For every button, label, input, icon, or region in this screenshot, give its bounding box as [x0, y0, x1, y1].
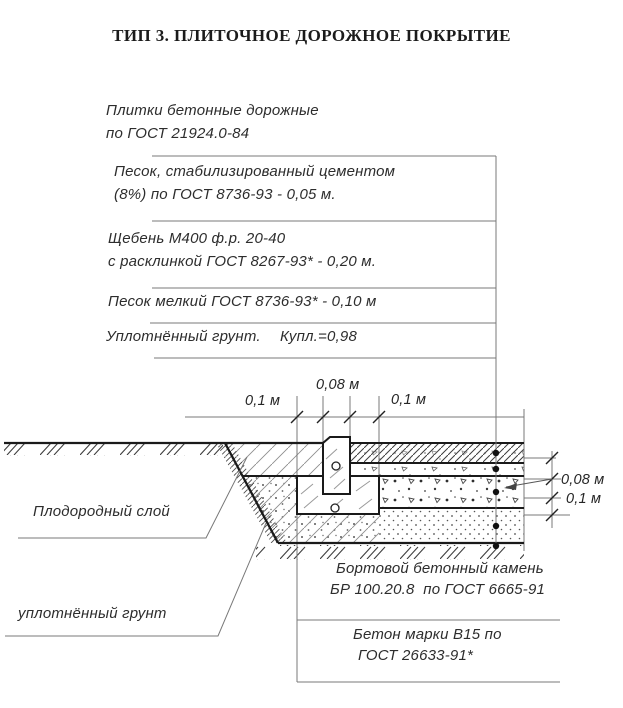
- callout-crushed-stone-line1: Щебень М400 ф.р. 20-40: [108, 230, 286, 247]
- dim-right-lower: 0,1 м: [566, 491, 602, 507]
- callout-sand-cement-line2: (8%) по ГОСТ 8736-93 - 0,05 м.: [114, 186, 336, 203]
- dim-top-middle: 0,08 м: [316, 377, 360, 393]
- callout-sand-cement-line1: Песок, стабилизированный цементом: [114, 163, 396, 180]
- label-compacted-ground: уплотнённый грунт: [18, 605, 167, 622]
- callout-concrete-line1: Бетон марки В15 по: [353, 626, 502, 643]
- callout-compacted-soil-label: Уплотнённый грунт.: [106, 328, 261, 345]
- page-title: ТИП 3. ПЛИТОЧНОЕ ДОРОЖНОЕ ПОКРЫТИЕ: [112, 26, 511, 45]
- crushed-stone-layer: [379, 476, 524, 508]
- curb-stone: [323, 437, 350, 494]
- callout-crushed-stone-line2: с расклинкой ГОСТ 8267-93* - 0,20 м.: [108, 253, 377, 270]
- dim-top-right: 0,1 м: [391, 392, 427, 408]
- label-fertile-layer: Плодородный слой: [33, 503, 170, 520]
- dim-top-left: 0,1 м: [245, 393, 281, 409]
- callout-curb-line2: БР 100.20.8 по ГОСТ 6665-91: [330, 581, 546, 598]
- callout-compacted-soil-value: Купл.=0,98: [280, 328, 358, 345]
- callout-curb-line1: Бортовой бетонный камень: [336, 560, 544, 577]
- dim-right-upper: 0,08 м: [561, 472, 605, 488]
- callout-tiles-line2: по ГОСТ 21924.0-84: [106, 125, 250, 142]
- callout-fine-sand: Песок мелкий ГОСТ 8736-93* - 0,10 м: [108, 293, 377, 310]
- curb-hole: [332, 462, 340, 470]
- footing-hole: [331, 504, 339, 512]
- callout-concrete-line2: ГОСТ 26633-91*: [358, 647, 474, 664]
- fine-sand-layer: [379, 508, 524, 543]
- callout-tiles-line1: Плитки бетонные дорожные: [106, 102, 319, 119]
